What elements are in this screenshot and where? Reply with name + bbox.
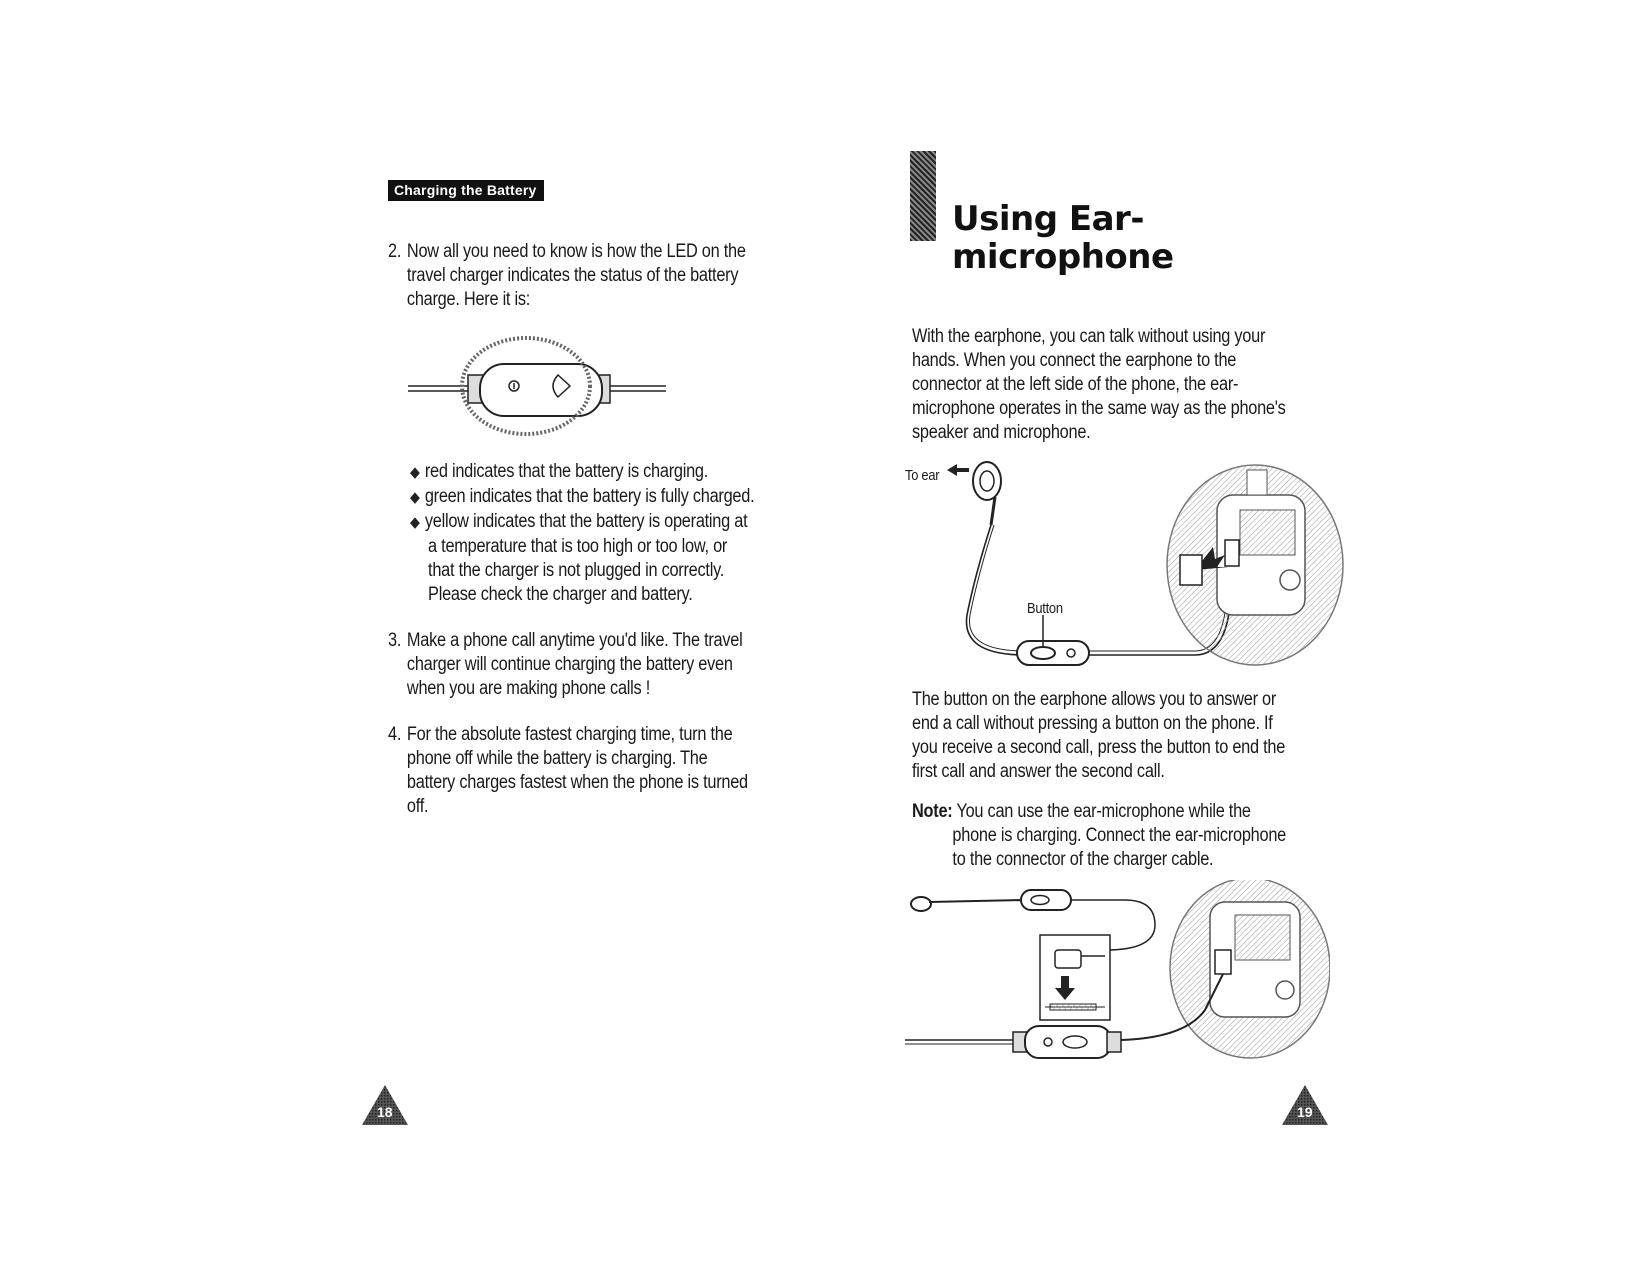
- step-number: 3.: [388, 630, 402, 651]
- button-paragraph: The button on the earphone allows you to answer or end a call without pressing a button on the phone. If you receive a second call, press the button to end the first call and answer the second call.: [912, 689, 1286, 782]
- diamond-icon: ◆: [410, 489, 420, 506]
- page-number: 18: [377, 1104, 393, 1120]
- text-line: travel charger indicates the status of the battery: [406, 265, 739, 286]
- step-2: [388, 240, 746, 312]
- bullet-yellow: ◆ yellow indicates that the battery is operating at: [410, 511, 748, 532]
- to-ear-label: To ear: [905, 467, 940, 484]
- text-line: Make a phone call anytime you'd like. The travel: [406, 630, 743, 651]
- text-line: when you are making phone calls !: [406, 678, 651, 699]
- charger-earphone-figure: [905, 880, 1330, 1060]
- bullet-green: ◆ green indicates that the battery is fully charged.: [410, 486, 755, 507]
- text-line: off.: [406, 796, 429, 817]
- page-number-marker: [360, 1083, 410, 1127]
- diamond-icon: ◆: [410, 514, 420, 531]
- intro-paragraph: With the earphone, you can talk without using your hands. When you connect the earphone to the connector at the left side of the phone, the ear- microphone operates in the same way as the phone's speaker and microphone.: [912, 326, 1286, 443]
- bullet-red: ◆ red indicates that the battery is charging.: [410, 461, 709, 482]
- diamond-icon: ◆: [410, 464, 420, 481]
- text-line: Please check the charger and battery.: [428, 584, 693, 605]
- text-line: Now all you need to know is how the LED on the: [406, 241, 746, 262]
- step-number: 2.: [388, 241, 402, 262]
- text-line: charge. Here it is:: [406, 289, 531, 310]
- section-tag: Charging the Battery: [388, 180, 544, 201]
- charger-led-figure: [408, 330, 668, 440]
- page-title: Using Ear- microphone: [952, 199, 1174, 277]
- led-status-list: [410, 460, 754, 607]
- note-label: Note:: [912, 801, 953, 822]
- page-number-marker: [1280, 1083, 1330, 1127]
- note-block: Note: You can use the ear-microphone while the phone is charging. Connect the ear-microphone to the connector of the charger cable.: [912, 801, 1286, 870]
- text-line: phone off while the battery is charging. The: [406, 748, 708, 769]
- step-number: 4.: [388, 724, 402, 745]
- page-number: 19: [1297, 1104, 1313, 1120]
- earphone-connection-figure: [895, 455, 1345, 670]
- text-line: a temperature that is too high or too low, or: [428, 536, 728, 557]
- button-label: Button: [1027, 600, 1063, 617]
- step-3: [388, 629, 743, 701]
- text-line: charger will continue charging the battery even: [406, 654, 733, 675]
- title-bar-decoration: [910, 151, 936, 241]
- step-4: [388, 723, 748, 819]
- text-line: that the charger is not plugged in correctly.: [428, 560, 725, 581]
- text-line: battery charges fastest when the phone is turned: [406, 772, 748, 793]
- text-line: For the absolute fastest charging time, turn the: [406, 724, 733, 745]
